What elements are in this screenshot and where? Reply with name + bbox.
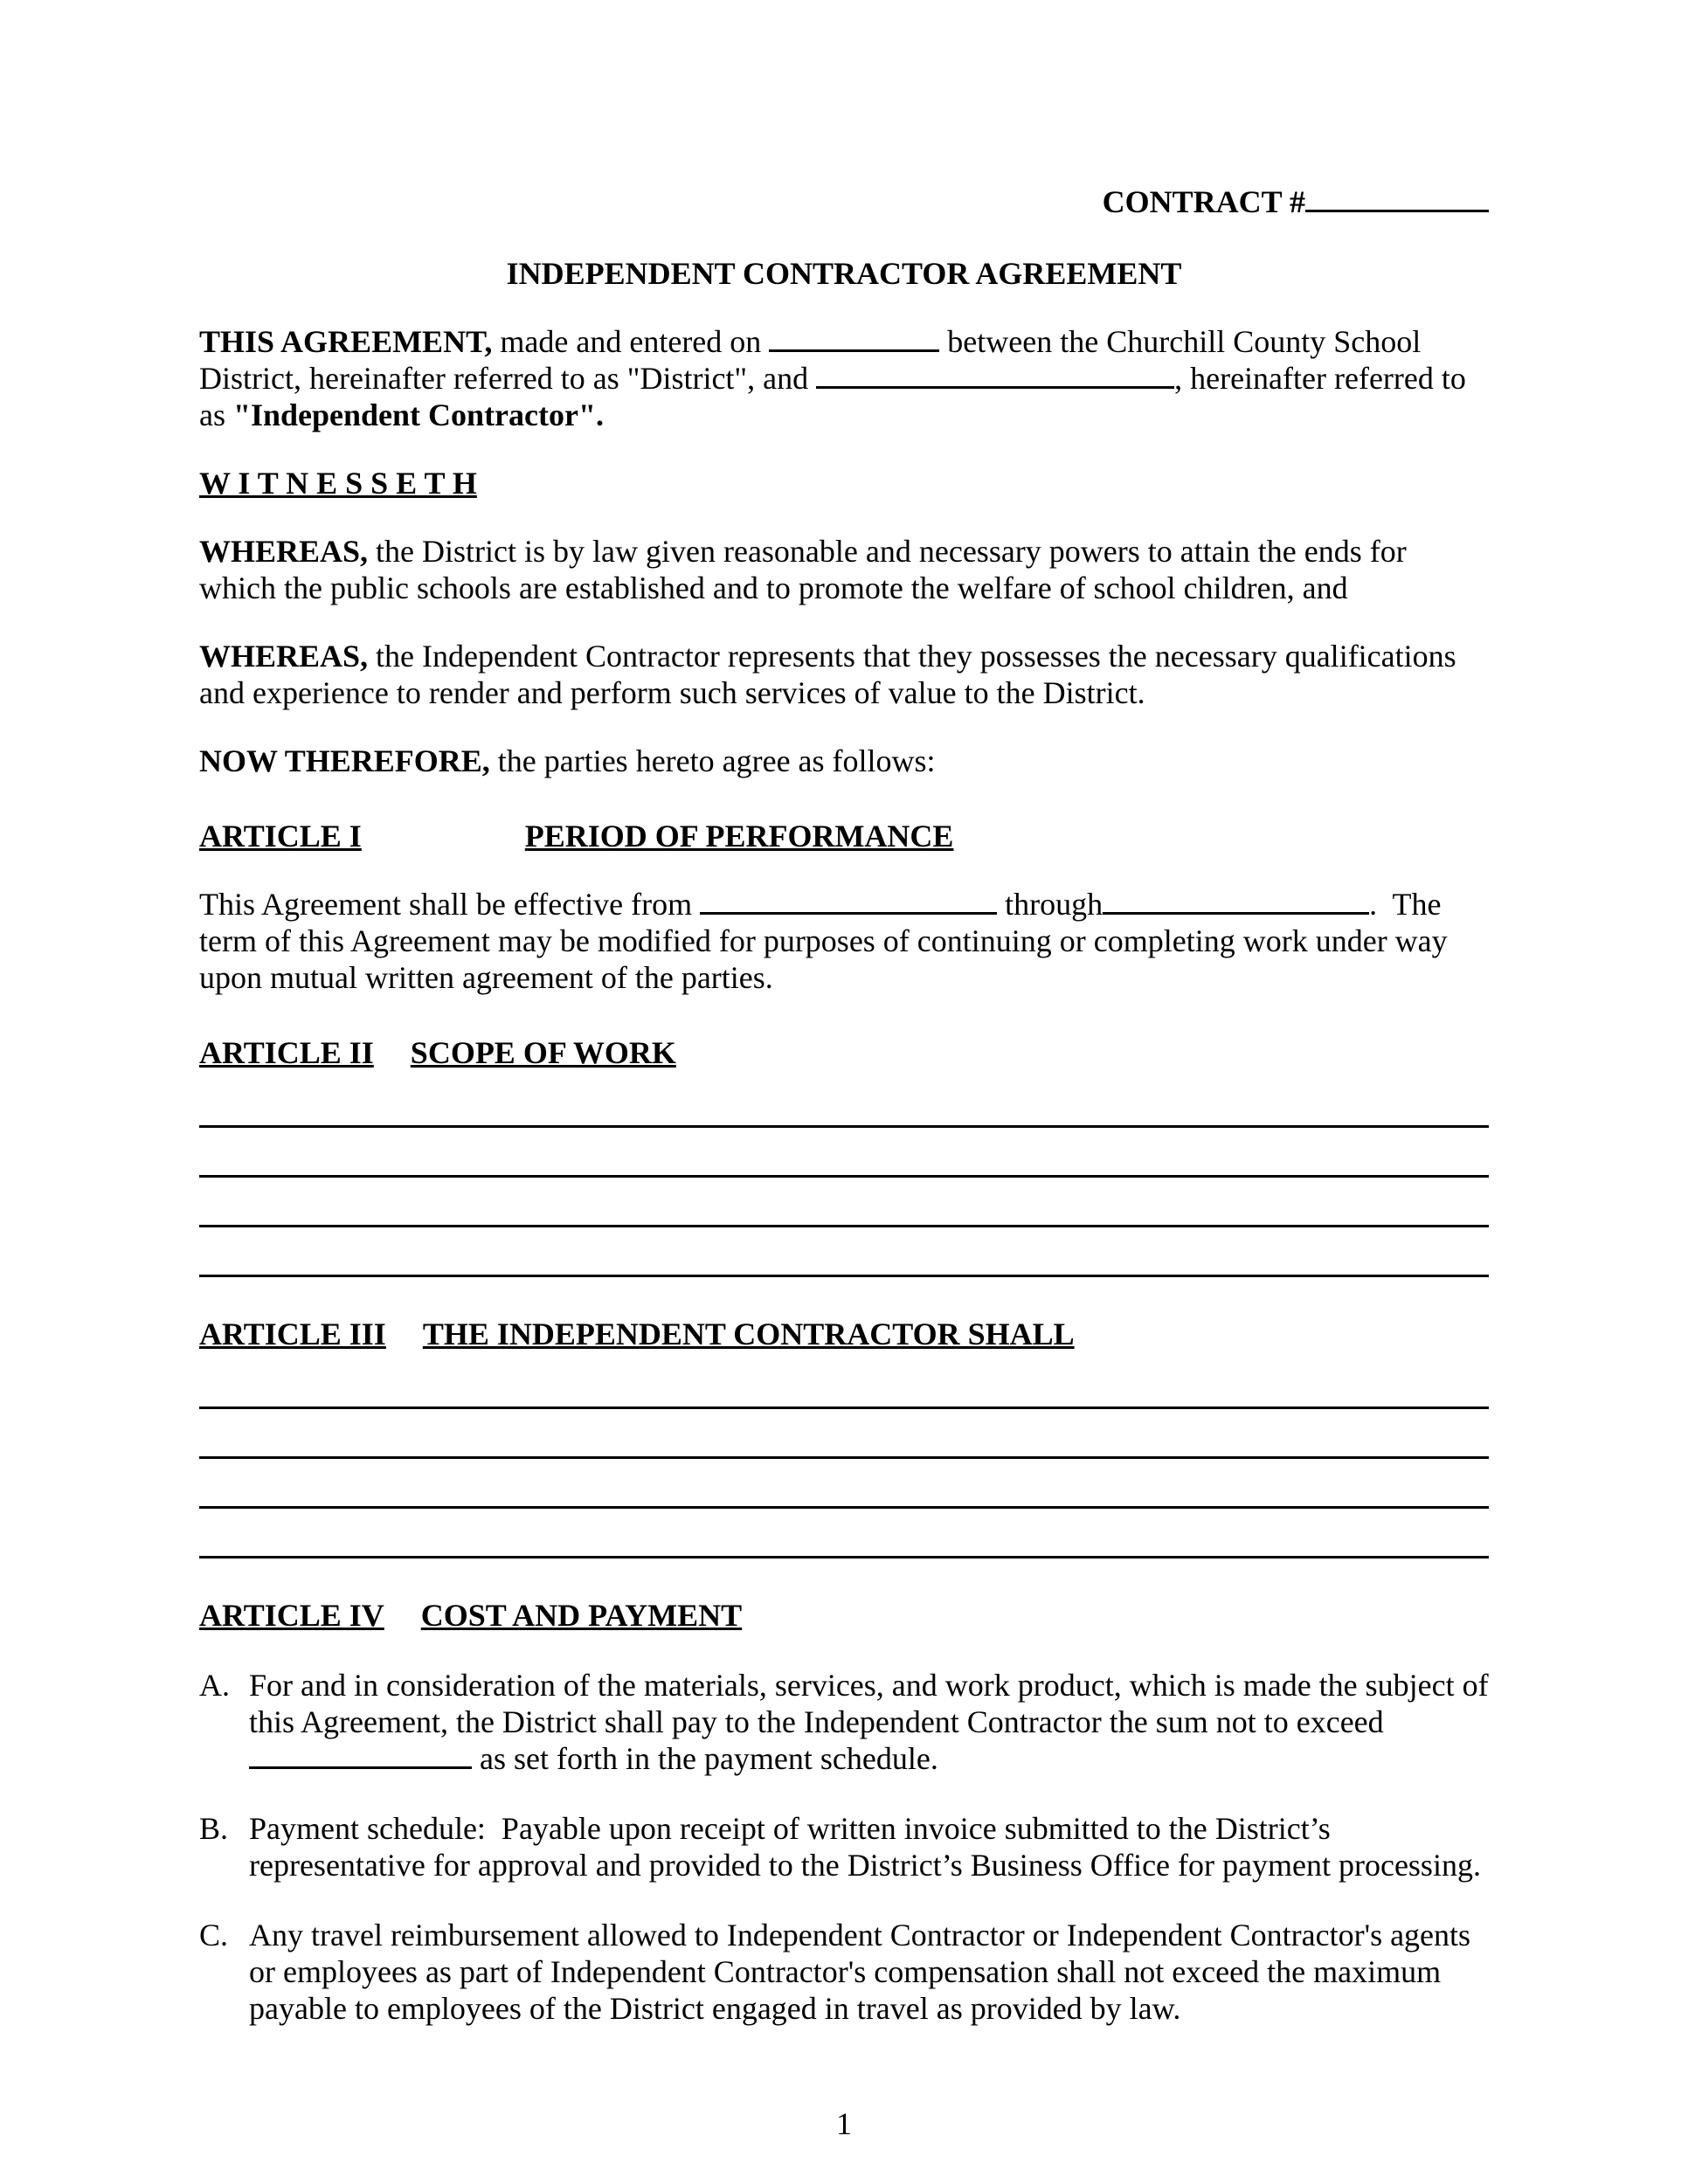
list-item-b-letter: B. (199, 1811, 229, 1846)
now-therefore-text: the parties hereto agree as follows: (489, 743, 936, 778)
article-1-paragraph (199, 886, 1489, 996)
now-therefore-lead: NOW THEREFORE, (199, 743, 490, 778)
scope-of-work-writing-line (199, 1078, 1489, 1128)
contractor-shall-writing-lines (199, 1359, 1489, 1559)
article-1-text-through: through (997, 887, 1103, 922)
article-2-label: ARTICLE II (199, 1035, 374, 1070)
witnesseth-heading: W I T N E S S E T H (199, 466, 477, 501)
effective-from-date-blank (700, 912, 997, 915)
intro-contractor-term: "Independent Contractor". (233, 397, 604, 432)
article-2-heading (199, 1034, 1489, 1071)
whereas-2-text: the Independent Contractor represents that they possesses the necessary qualifications and experience to render and perform such services of value to the District. (199, 639, 1464, 710)
article-3-title: THE INDEPENDENT CONTRACTOR SHALL (422, 1317, 1075, 1351)
article-1-label: ARTICLE I (199, 819, 362, 854)
scope-of-work-writing-line (199, 1227, 1489, 1277)
whereas-2-lead: WHEREAS, (199, 639, 369, 674)
list-item-b-text: Payment schedule: Payable upon receipt of written invoice submitted to the District’s representative for approval and provided to the District’s Business Office for payment processing. (249, 1811, 1481, 1883)
list-item-b (199, 1810, 1489, 1883)
intro-lead: THIS AGREEMENT, (199, 324, 493, 359)
scope-of-work-writing-line (199, 1128, 1489, 1178)
article-2-title: SCOPE OF WORK (410, 1035, 676, 1070)
contractor-shall-writing-line (199, 1409, 1489, 1459)
contractor-shall-writing-line (199, 1509, 1489, 1559)
list-item-c-letter: C. (199, 1918, 229, 1952)
list-item-c (199, 1917, 1489, 2027)
list-item-c-text: Any travel reimbursement allowed to Independent Contractor or Independent Contractor's agents or employees as part of Independent Contractor's compensation shall not exceed the maximum payable to employees of the District engaged in travel as provided by law. (249, 1918, 1479, 2026)
page-number: 1 (836, 2106, 852, 2141)
list-item-a-letter: A. (199, 1668, 230, 1703)
whereas-1-lead: WHEREAS, (199, 534, 369, 569)
payment-amount-blank (249, 1766, 472, 1769)
article-1-text-term: . The term of this Agreement may be modified for purposes of continuing or completing work under way upon mutual written agreement of the parties. (199, 887, 1456, 995)
article-4-heading (199, 1597, 1489, 1634)
intro-text-hereinafter: , hereinafter referred to as (199, 361, 1474, 432)
contract-number-line (199, 183, 1489, 220)
scope-of-work-writing-lines (199, 1078, 1489, 1277)
whereas-1-text: the District is by law given reasonable and necessary powers to attain the ends for which the public schools are established and to promote the welfare of school children, and (199, 534, 1415, 605)
intro-paragraph (199, 323, 1489, 433)
intro-text-entered-on: made and entered on (492, 324, 770, 359)
contract-number-blank (1305, 210, 1489, 212)
now-therefore-paragraph (199, 743, 1489, 779)
list-item-a-text (249, 1667, 1497, 1777)
list-item-a (199, 1667, 1497, 1777)
whereas-paragraph-2 (199, 638, 1489, 711)
article-1-heading (199, 818, 1489, 854)
contract-number-label: CONTRACT # (1102, 184, 1305, 219)
page-title: INDEPENDENT CONTRACTOR AGREEMENT (506, 256, 1182, 291)
list-item-a-text-before: For and in consideration of the materials, services, and work product, which is made the subject of this Agreement, the District shall pay to the Independent Contractor the sum not to exceed (249, 1668, 1497, 1739)
contractor-name-blank (816, 386, 1174, 389)
whereas-paragraph-1 (199, 533, 1489, 606)
article-1-text-effective-from: This Agreement shall be effective from (199, 887, 701, 922)
intro-text-between: between the Churchill County School District, hereinafter referred to as "District", and (199, 324, 1429, 396)
through-date-blank (1103, 912, 1369, 915)
article-3-heading (199, 1316, 1489, 1352)
article-4-label: ARTICLE IV (199, 1598, 384, 1633)
article-4-title: COST AND PAYMENT (420, 1598, 743, 1633)
article-1-title: PERIOD OF PERFORMANCE (524, 819, 954, 854)
scope-of-work-writing-line (199, 1178, 1489, 1227)
agreement-date-blank (769, 349, 939, 352)
article-3-label: ARTICLE III (199, 1317, 386, 1351)
list-item-a-text-after: as set forth in the payment schedule. (472, 1741, 938, 1776)
contractor-shall-writing-line (199, 1459, 1489, 1509)
contractor-shall-writing-line (199, 1359, 1489, 1409)
